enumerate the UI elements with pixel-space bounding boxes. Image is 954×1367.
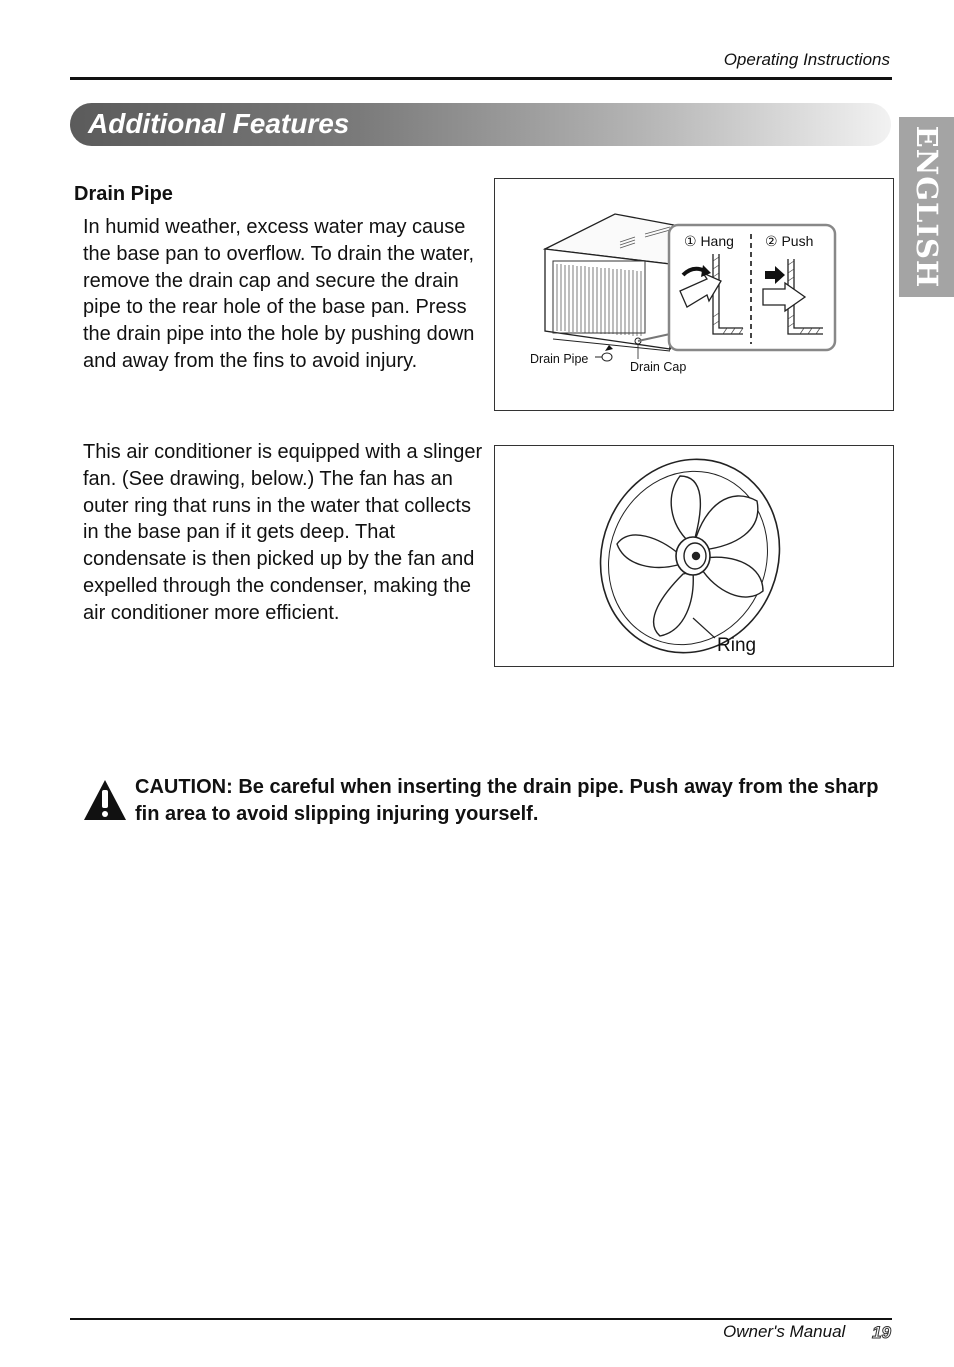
footer-rule bbox=[70, 1318, 892, 1320]
header-rule bbox=[70, 77, 892, 80]
page-number: 19 bbox=[872, 1323, 891, 1342]
drain-pipe-heading: Drain Pipe bbox=[74, 183, 173, 205]
drain-pipe-label: Drain Pipe bbox=[530, 352, 589, 366]
ring-label: Ring bbox=[717, 635, 757, 656]
slinger-fan-figure bbox=[494, 445, 894, 667]
step-push-label: ② Push bbox=[765, 233, 814, 249]
slinger-fan-paragraph: This air conditioner is equipped with a slinger fan. (See drawing, below.) The fan has an outer ring that runs in the water that collects in the base pan if it gets deep. That condensate is then picked up by the fan and expelled through the condenser, making the air conditioner more efficient. bbox=[83, 441, 483, 624]
language-tab-label: ENGLISH bbox=[909, 125, 944, 289]
section-banner bbox=[70, 103, 891, 146]
language-tab bbox=[899, 117, 954, 297]
drain-pipe-figure bbox=[494, 178, 894, 411]
drain-pipe-paragraph: In humid weather, excess water may cause the base pan to overflow. To drain the water, remove the drain cap and secure the drain pipe to the rear hole of the base pan. Press the drain pipe into the hole by pushing down and away from the fins to avoid injury. bbox=[83, 216, 475, 372]
footer-manual-label: Owner's Manual bbox=[723, 1322, 846, 1341]
step-hang-label: ① Hang bbox=[684, 233, 734, 249]
caution-text: CAUTION: Be careful when inserting the drain pipe. Push away from the sharp fin area to avoid slipping injuring yourself. bbox=[135, 776, 879, 825]
drain-cap-label: Drain Cap bbox=[630, 360, 687, 374]
slinger-fan-illustration bbox=[495, 446, 895, 668]
running-header: Operating Instructions bbox=[723, 50, 890, 69]
drain-pipe-illustration bbox=[495, 179, 895, 412]
section-title: Additional Features bbox=[88, 108, 350, 139]
warning-triangle-icon bbox=[82, 778, 128, 822]
